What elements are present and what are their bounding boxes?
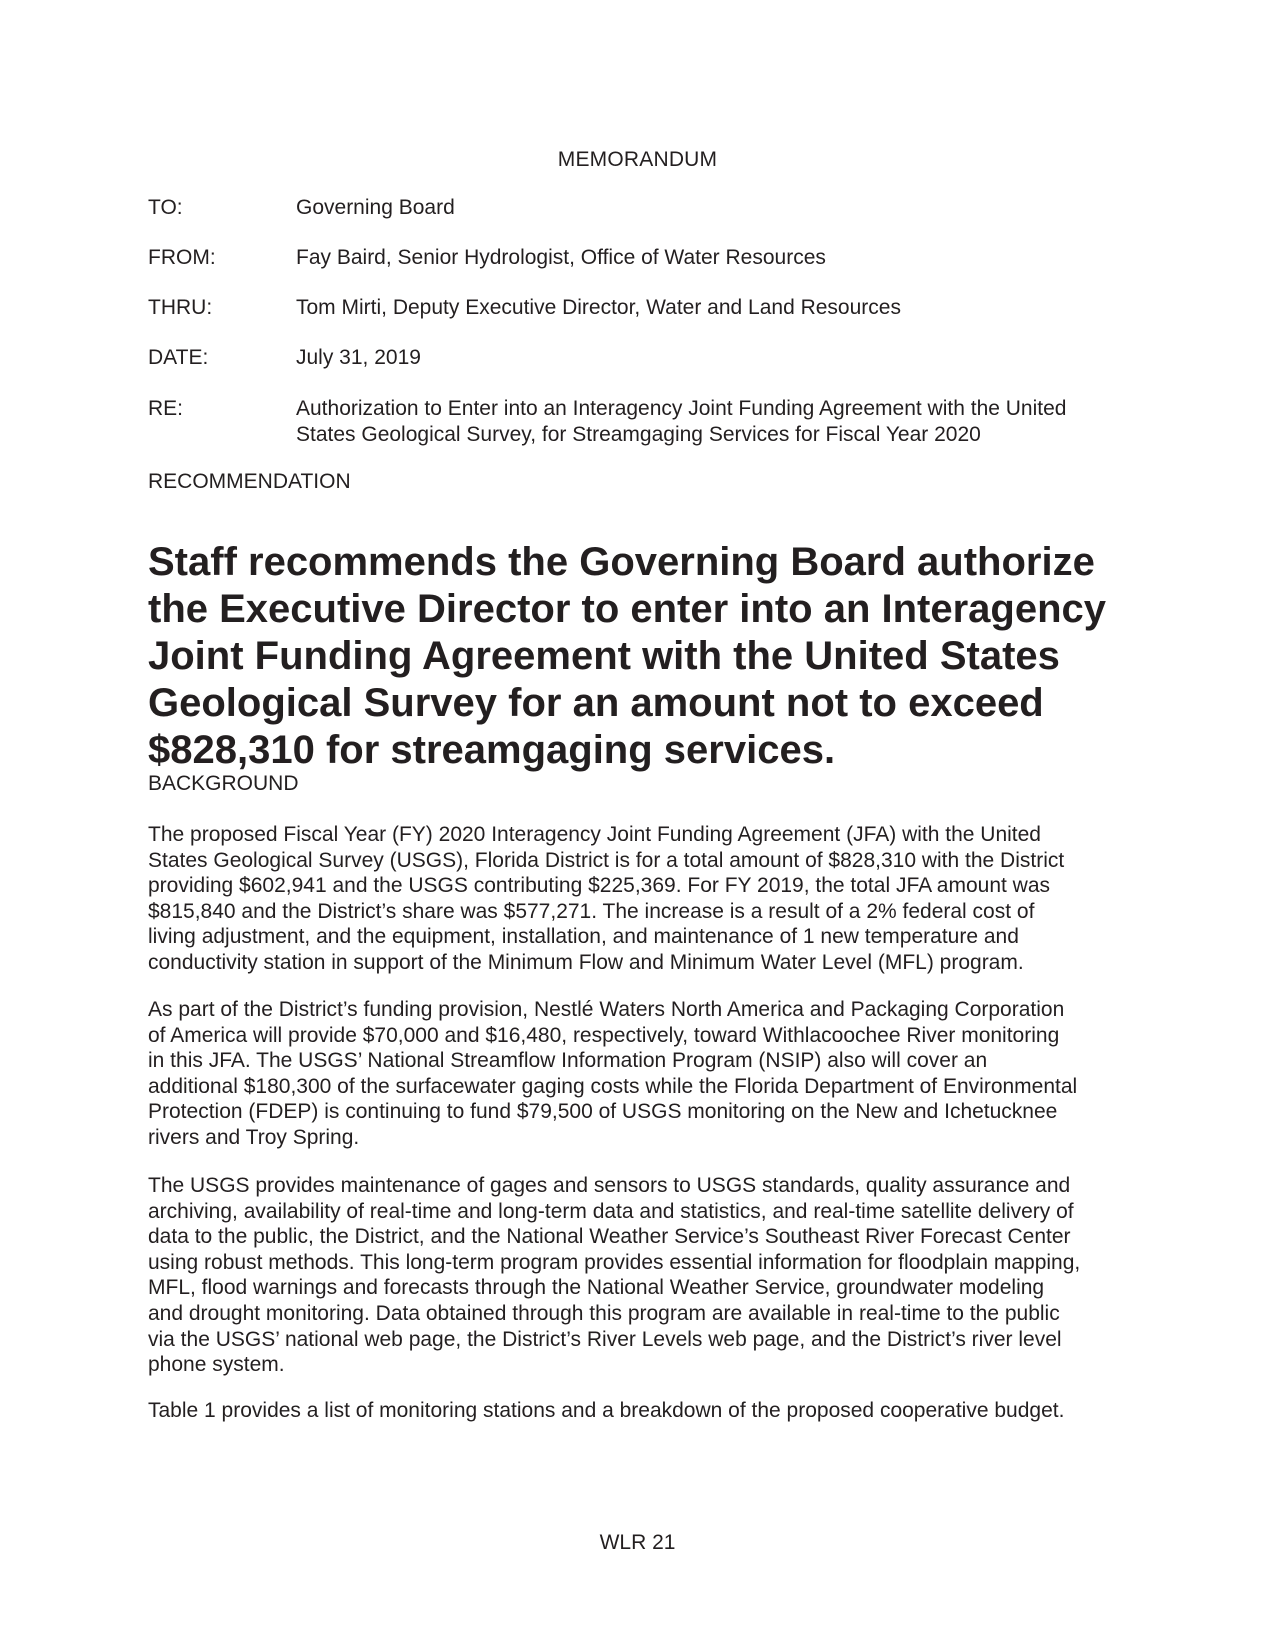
paragraph-line: archiving, availability of real-time and long-term data and statistics, and real-time satellite delivery of bbox=[148, 1199, 1074, 1223]
background-paragraph-3 bbox=[148, 1173, 1148, 1378]
paragraph-line: additional $180,300 of the surfacewater gaging costs while the Florida Department of Environmental bbox=[148, 1074, 1078, 1098]
paragraph-line: in this JFA. The USGS’ National Streamflow Information Program (NSIP) also will cover an bbox=[148, 1049, 988, 1073]
header-thru-label: THRU: bbox=[148, 296, 213, 319]
header-date-value: July 31, 2019 bbox=[296, 346, 421, 369]
paragraph-line: States Geological Survey (USGS), Florida District is for a total amount of $828,310 with the District bbox=[148, 848, 1065, 872]
header-date-label: DATE: bbox=[148, 346, 209, 369]
paragraph-line: and drought monitoring. Data obtained through this program are available in real-time to the public bbox=[148, 1301, 1060, 1325]
paragraph-line: MFL, flood warnings and forecasts through the National Weather Service, groundwater modeling bbox=[148, 1276, 1045, 1300]
header-to-label: TO: bbox=[148, 196, 183, 219]
recommendation-statement bbox=[148, 539, 1148, 774]
paragraph-line: rivers and Troy Spring. bbox=[148, 1125, 360, 1149]
recommendation-line: $828,310 for streamgaging services. bbox=[148, 728, 836, 772]
header-thru-value: Tom Mirti, Deputy Executive Director, Water and Land Resources bbox=[296, 296, 901, 319]
header-from-label: FROM: bbox=[148, 246, 216, 269]
background-paragraph-4 bbox=[148, 1398, 1148, 1424]
page-number: WLR 21 bbox=[599, 1531, 676, 1554]
paragraph-line: As part of the District’s funding provision, Nestlé Waters North America and Packaging Corporation bbox=[148, 998, 1065, 1021]
header-to-value: Governing Board bbox=[296, 196, 455, 219]
recommendation-heading: RECOMMENDATION bbox=[148, 470, 351, 493]
header-re-line: Authorization to Enter into an Interagency Joint Funding Agreement with the United bbox=[296, 397, 1067, 420]
background-heading: BACKGROUND bbox=[148, 772, 299, 795]
paragraph-line: Table 1 provides a list of monitoring stations and a breakdown of the proposed cooperative budget. bbox=[148, 1399, 1065, 1422]
recommendation-line: the Executive Director to enter into an Interagency bbox=[148, 587, 1107, 631]
header-re-value bbox=[296, 396, 1136, 448]
header-re-line: States Geological Survey, for Streamgaging Services for Fiscal Year 2020 bbox=[296, 423, 981, 446]
paragraph-line: $815,840 and the District’s share was $577,271. The increase is a result of a 2% federal cost of bbox=[148, 899, 1035, 923]
recommendation-line: Geological Survey for an amount not to exceed bbox=[148, 681, 1044, 725]
paragraph-line: The proposed Fiscal Year (FY) 2020 Interagency Joint Funding Agreement (JFA) with the United bbox=[148, 823, 1041, 846]
paragraph-line: phone system. bbox=[148, 1353, 285, 1377]
background-paragraph-2 bbox=[148, 997, 1148, 1151]
background-paragraph-1 bbox=[148, 822, 1148, 976]
paragraph-line: data to the public, the District, and the National Weather Service’s Southeast River Forecast Center bbox=[148, 1225, 1071, 1249]
paragraph-line: using robust methods. This long-term program provides essential information for floodplain mapping, bbox=[148, 1250, 1081, 1274]
paragraph-line: of America will provide $70,000 and $16,480, respectively, toward Withlacoochee River monitoring bbox=[148, 1023, 1060, 1047]
paragraph-line: conductivity station in support of the Minimum Flow and Minimum Water Level (MFL) program. bbox=[148, 950, 1024, 974]
header-from-value: Fay Baird, Senior Hydrologist, Office of Water Resources bbox=[296, 246, 826, 269]
paragraph-line: via the USGS’ national web page, the District’s River Levels web page, and the District’s river level bbox=[148, 1327, 1062, 1351]
recommendation-line: Staff recommends the Governing Board authorize bbox=[148, 540, 1095, 584]
paragraph-line: living adjustment, and the equipment, installation, and maintenance of 1 new temperature and bbox=[148, 925, 1019, 949]
memo-title: MEMORANDUM bbox=[557, 148, 718, 171]
paragraph-line: The USGS provides maintenance of gages and sensors to USGS standards, quality assurance and bbox=[148, 1174, 1071, 1197]
paragraph-line: Protection (FDEP) is continuing to fund $79,500 of USGS monitoring on the New and Ichetucknee bbox=[148, 1100, 1058, 1124]
recommendation-line: Joint Funding Agreement with the United States bbox=[148, 634, 1060, 678]
header-re-label: RE: bbox=[148, 397, 184, 420]
paragraph-line: providing $602,941 and the USGS contributing $225,369. For FY 2019, the total JFA amount was bbox=[148, 874, 1051, 898]
